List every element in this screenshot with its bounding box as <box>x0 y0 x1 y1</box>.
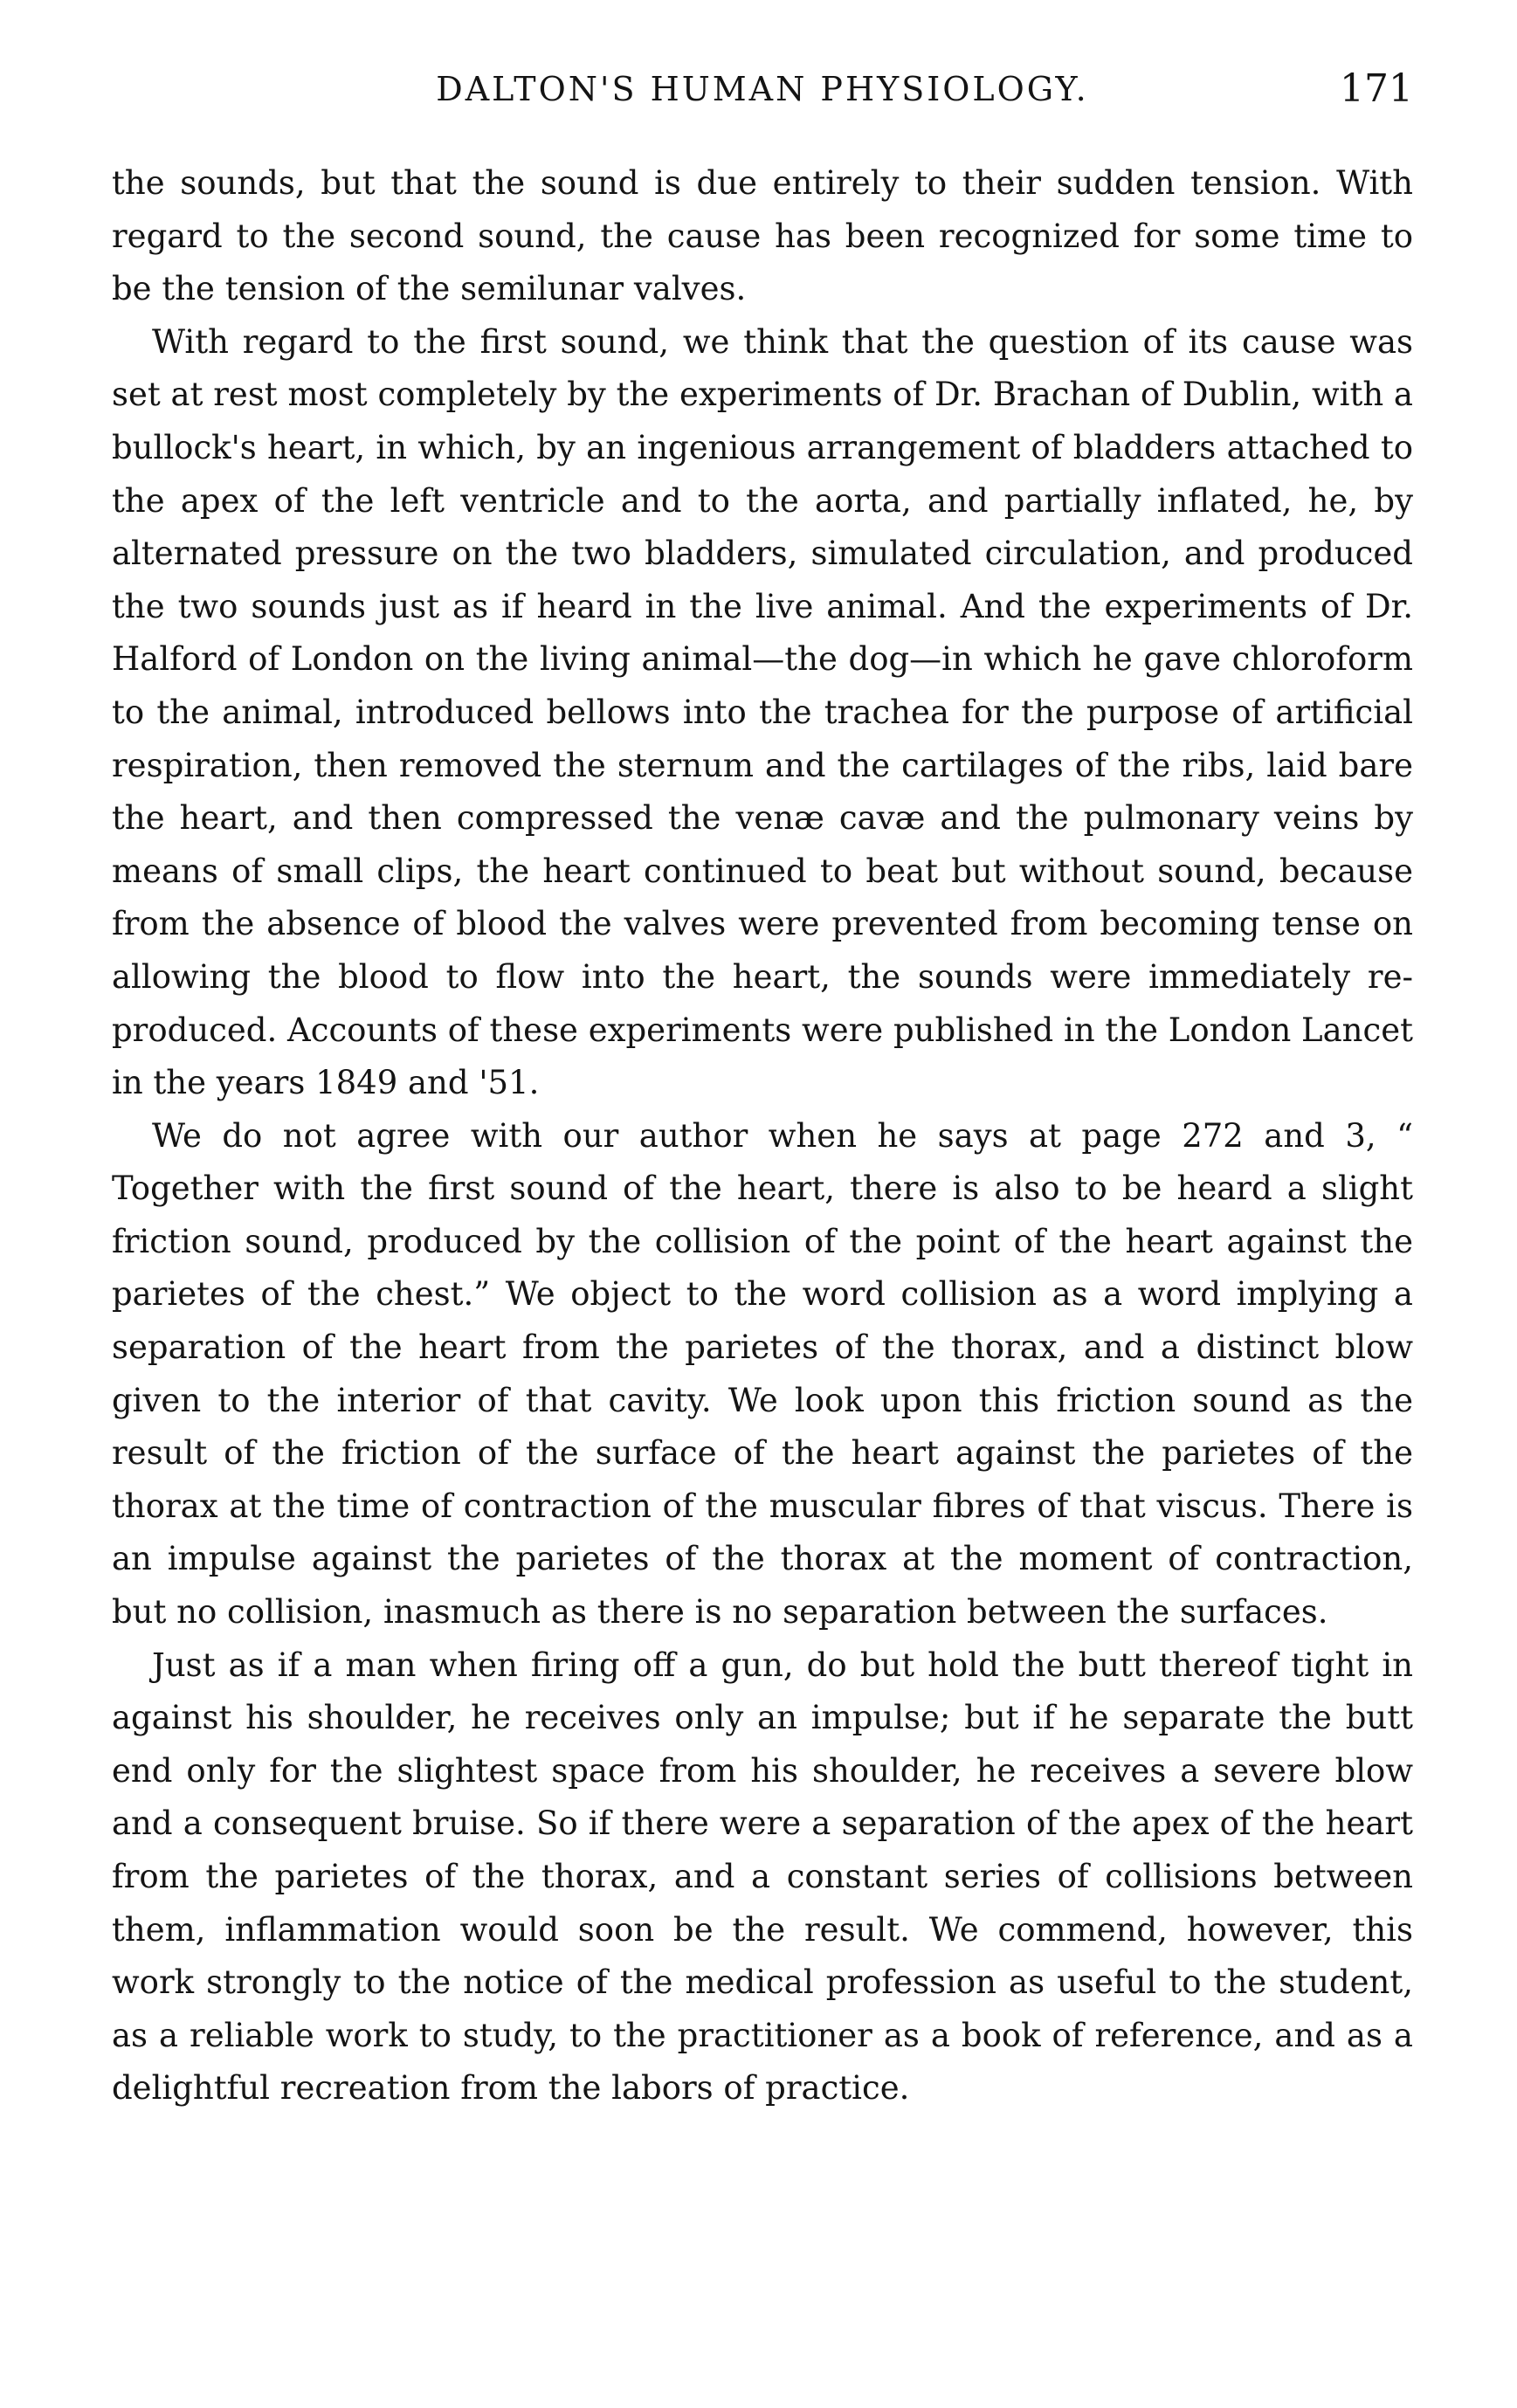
body-text <box>112 157 1413 2115</box>
paragraph-first-sound: With regard to the first sound, we think that the question of its cause was set at rest most completely by the experiments of Dr. Brachan of Dublin, with a bullock's heart, in which, by an ingenious arrangement of bladders attached to the apex of the left ventricle and to the aorta, and partially inflated, he, by alternated pressure on the two bladders, simulated circulation, and produced the two sounds just as if heard in the live animal. And the experiments of Dr. Halford of London on the living animal—the dog—in which he gave chloroform to the animal, introduced bellows into the trachea for the purpose of artificial respiration, then removed the sternum and the cartilages of the ribs, laid bare the heart, and then compressed the venæ cavæ and the pulmonary veins by means of small clips, the heart continued to beat but without sound, because from the absence of blood the valves were prevented from becoming tense on allowing the blood to flow into the heart, the sounds were immediately re-produced. Accounts of these experiments were published in the London Lancet in the years 1849 and '51. <box>112 322 1413 1102</box>
paragraph-gun-analogy: Just as if a man when firing off a gun, do but hold the butt thereof tight in against his shoulder, he receives only an impulse; but if he separate the butt end only for the slightest space from his shoulder, he receives a severe blow and a consequent bruise. So if there were a separation of the apex of the heart from the parietes of the thorax, and a constant series of collisions between them, inflammation would soon be the result. We commend, however, this work strongly to the notice of the medical profession as useful to the student, as a reliable work to study, to the practitioner as a book of reference, and as a delightful recreation from the labors of practice. <box>112 1646 1413 2108</box>
paragraph-friction-sound: We do not agree with our author when he says at page 272 and 3, “ Together with the first sound of the heart, there is also to be heard a slight friction sound, produced by the collision of the point of the heart against the parietes of the chest.” We object to the word collision as a word implying a separation of the heart from the parietes of the thorax, and a distinct blow given to the interior of that cavity. We look upon this friction sound as the result of the friction of the surface of the heart against the parietes of the thorax at the time of contraction of the muscular fibres of that viscus. There is an impulse against the parietes of the thorax at the moment of contraction, but no collision, inasmuch as there is no separation between the surfaces. <box>112 1116 1413 1632</box>
page-header <box>112 63 1413 115</box>
page-number: 171 <box>1340 66 1413 111</box>
running-title: DALTON'S HUMAN PHYSIOLOGY. <box>436 70 1089 108</box>
paragraph-continued: the sounds, but that the sound is due entirely to their sudden tension. With regard to the second sound, the cause has been recognized for some time to be the tension of the semilunar valves. <box>112 164 1413 308</box>
